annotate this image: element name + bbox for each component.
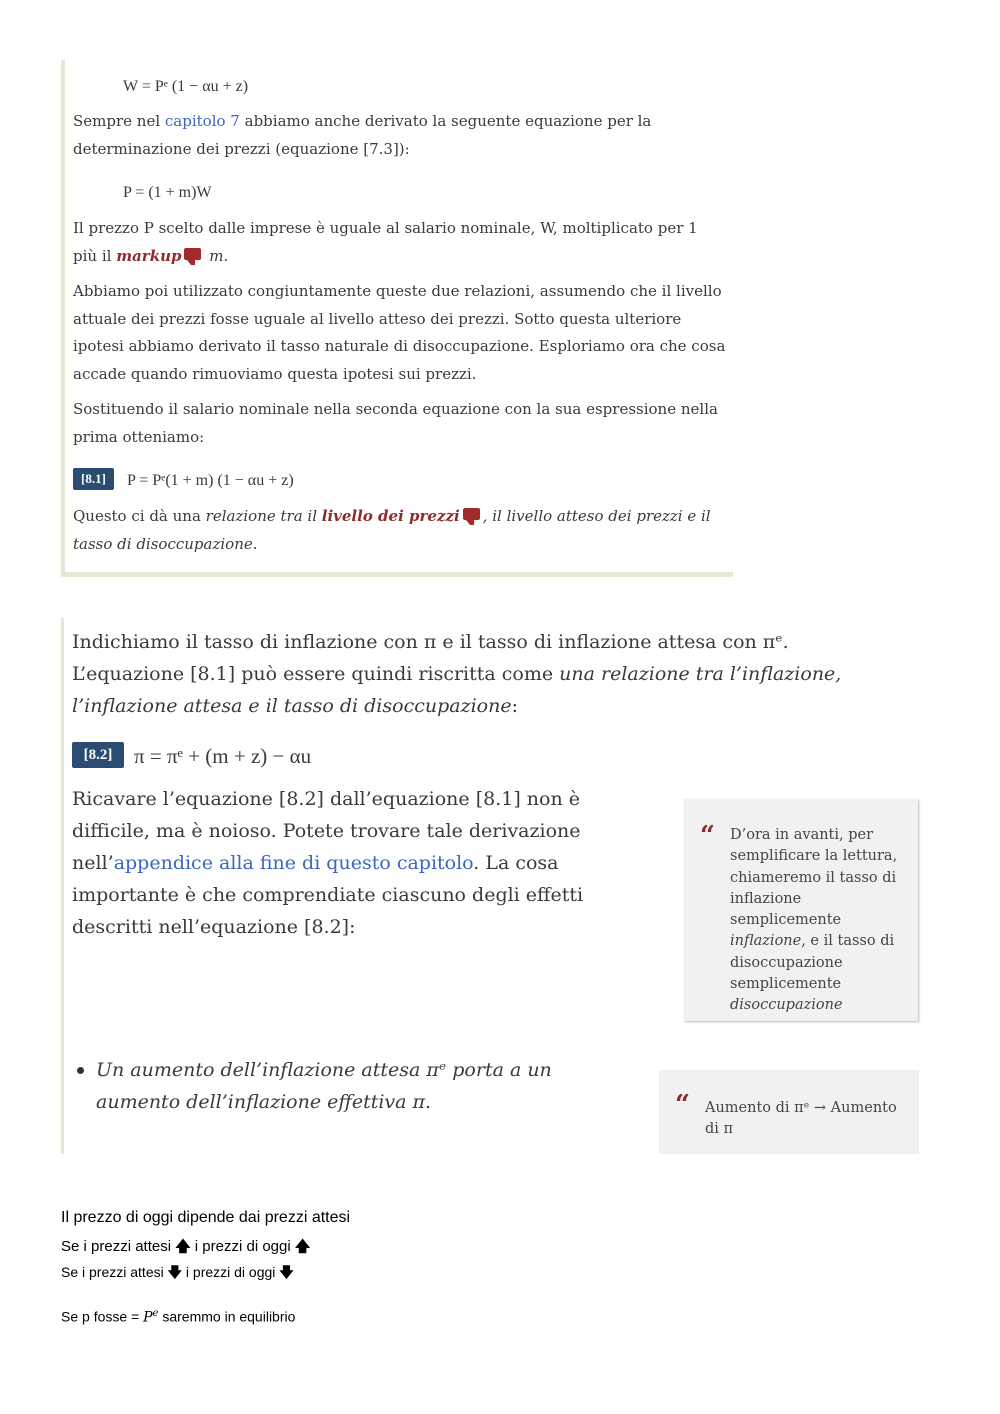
link-chapter-7[interactable]: capitolo 7: [164, 112, 240, 130]
paragraph-natural-rate: Abbiamo poi utilizzato congiuntamente queste due relazioni, assumendo che il livello attuale dei prezzi fosse uguale al livello atteso dei prezzi. Sotto questa ulteriore ipotesi abbiamo derivato il tasso naturale di disoccupazione. Esploriamo ora che cosa accade quando rimuoviamo questa ipotesi sui prezzi.: [73, 282, 726, 383]
textbook-excerpt-1: [61, 60, 733, 577]
note-line-2: Se i prezzi attesi 🡅 i prezzi di oggi 🡅: [61, 1238, 311, 1255]
quote-text: D’ora in avanti, per semplificare la lettura, chiameremo il tasso di inflazione semplicemente inflazione, e il tasso di disoccupazione semplicemente disoccupazione: [730, 827, 898, 1014]
comment-icon[interactable]: [463, 508, 480, 520]
bullet-marker: [77, 1067, 84, 1074]
sidebar-quote-definition: [684, 799, 918, 1021]
equation-8-2: π = πᵉ + (m + z) − αu: [134, 744, 312, 768]
quote-icon: “: [675, 1090, 690, 1120]
equation-8-1: P = Pᵉ(1 + m) (1 − αu + z): [127, 472, 294, 489]
paragraph-relation: Questo ci dà una relazione tra il livello dei prezzi , il livello atteso dei prezzi e il tasso di disoccupazione.: [73, 507, 711, 553]
equation-wage: W = Pᵉ (1 − αu + z): [123, 78, 249, 95]
bullet-item-expected-inflation: Un aumento dell’inflazione attesa πᵉ porta a un aumento dell’inflazione effettiva π.: [96, 1059, 552, 1113]
sidebar-quote-summary: [659, 1070, 919, 1154]
quote-icon: “: [700, 821, 715, 851]
note-line-4: Se p fosse = $P^e$ saremmo in equilibrio: [61, 1308, 296, 1326]
term-markup[interactable]: markup: [116, 246, 182, 265]
paragraph-substitution: Sostituendo il salario nominale nella seconda equazione con la sua espressione nella prima otteniamo:: [73, 400, 718, 446]
note-line-3: Se i prezzi attesi 🡇 i prezzi di oggi 🡇: [61, 1264, 294, 1280]
arrow-down-icon: 🡇: [167, 1264, 183, 1280]
link-appendix[interactable]: appendice alla fine di questo capitolo: [113, 852, 474, 874]
equation-number-badge: [8.2]: [72, 742, 124, 768]
equation-price: P = (1 + m)W: [123, 184, 212, 201]
term-livello-dei-prezzi[interactable]: livello dei prezzi: [321, 507, 460, 525]
textbook-excerpt-2: [61, 618, 924, 1154]
equation-number-badge: [8.1]: [73, 468, 114, 490]
paragraph-markup: Il prezzo P scelto dalle imprese è uguale al salario nominale, W, moltiplicato per 1 più il markup m.: [73, 219, 698, 265]
paragraph-derivation: Ricavare l’equazione [8.2] dall’equazione [8.1] non è difficile, ma è noioso. Potete trovare tale derivazione nell’appendice alla fine di questo capitolo. La cosa importante è che comprendiate ciascuno degli effetti descritti nell’equazione [8.2]:: [72, 788, 584, 938]
arrow-up-icon: 🡅: [294, 1238, 311, 1255]
paragraph-price-equation: Sempre nel capitolo 7 abbiamo anche derivato la seguente equazione per la determinazione dei prezzi (equazione [7.3]):: [73, 112, 652, 158]
paragraph-inflation-intro: Indichiamo il tasso di inflazione con π e il tasso di inflazione attesa con πᵉ. L’equazione [8.1] può essere quindi riscritta come una relazione tra l’inflazione, l’inflazione attesa e il tasso di disoccupazione:: [72, 631, 842, 717]
note-line-1: Il prezzo di oggi dipende dai prezzi attesi: [61, 1209, 351, 1226]
quote-text: Aumento di πᵉ → Aumento di π: [705, 1100, 897, 1138]
arrow-up-icon: 🡅: [175, 1238, 191, 1255]
comment-icon[interactable]: [184, 248, 201, 260]
arrow-down-icon: 🡇: [279, 1264, 294, 1280]
